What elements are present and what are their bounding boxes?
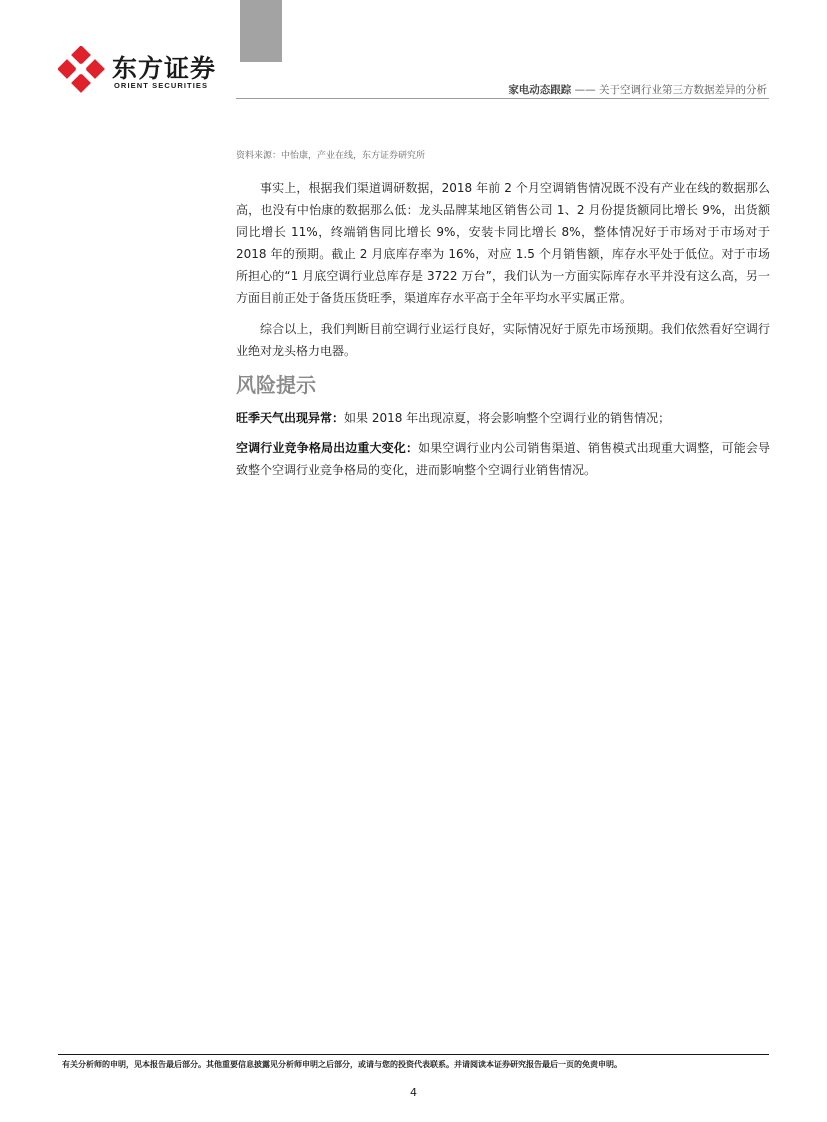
- orient-securities-logo: [58, 46, 238, 96]
- source-note: 资料来源：中怡康，产业在线，东方证券研究所: [236, 151, 426, 161]
- risk-item: [236, 437, 770, 481]
- logo-english-name: ORIENT SECURITIES: [114, 81, 209, 90]
- body-paragraph: 综合以上，我们判断目前空调行业运行良好，实际情况好于原先市场预期。我们依然看好空调行业绝对龙头格力电器。: [236, 322, 770, 358]
- report-body: [236, 150, 770, 489]
- report-header-title: [508, 82, 767, 97]
- section-title-risk: 风险提示: [236, 373, 316, 397]
- footer-rule: [58, 1054, 769, 1055]
- header-rule: [236, 98, 769, 99]
- header-gray-tab: [240, 0, 282, 62]
- page-number: 4: [410, 1086, 417, 1099]
- header-separator: ——: [571, 84, 599, 96]
- report-type: 家电动态跟踪: [508, 84, 572, 96]
- report-subject: 关于空调行业第三方数据差异的分析: [599, 84, 767, 96]
- footer-disclaimer: 有关分析师的申明，见本报告最后部分。其他重要信息披露见分析师申明之后部分，或请与您的投资代表联系。并请阅读本证券研究报告最后一页的免责申明。: [62, 1060, 622, 1069]
- risk-item-text: 如果 2018 年出现凉夏，将会影响整个空调行业的销售情况；: [344, 411, 671, 425]
- risk-item-text: 如果空调行业内公司销售渠道、销售模式出现重大调整，可能会导致整个空调行业竞争格局的变化，进而影响整个空调行业销售情况。: [236, 441, 770, 477]
- risk-item-label: 空调行业竞争格局出边重大变化：: [236, 441, 419, 455]
- risk-item: [236, 407, 770, 429]
- orient-logo-icon: [58, 46, 108, 96]
- logo-chinese-name: 东方证券: [112, 54, 217, 83]
- risk-item-label: 旺季天气出现异常：: [236, 411, 345, 425]
- body-paragraph: 事实上，根据我们渠道调研数据，2018 年前 2 个月空调销售情况既不没有产业在线的数据那么高，也没有中怡康的数据那么低：龙头品牌某地区销售公司 1、2 月份提货额同比增长 9%，出货额同比增长 11%，终端销售同比增长 9%，安装卡同比增长 8%，整体情况好于市场对于市场对于 2018 年的预期。截止 2 月底库存率为 16%，对应 1.5 个月销售额，库存水平处于低位。对于市场所担心的“1 月底空调行业总库存是 3722 万台”，我们认为一方面实际库存水平并没有这么高，另一方面目前正处于备货压货旺季，渠道库存水平高于全年平均水平实属正常。: [236, 181, 770, 305]
